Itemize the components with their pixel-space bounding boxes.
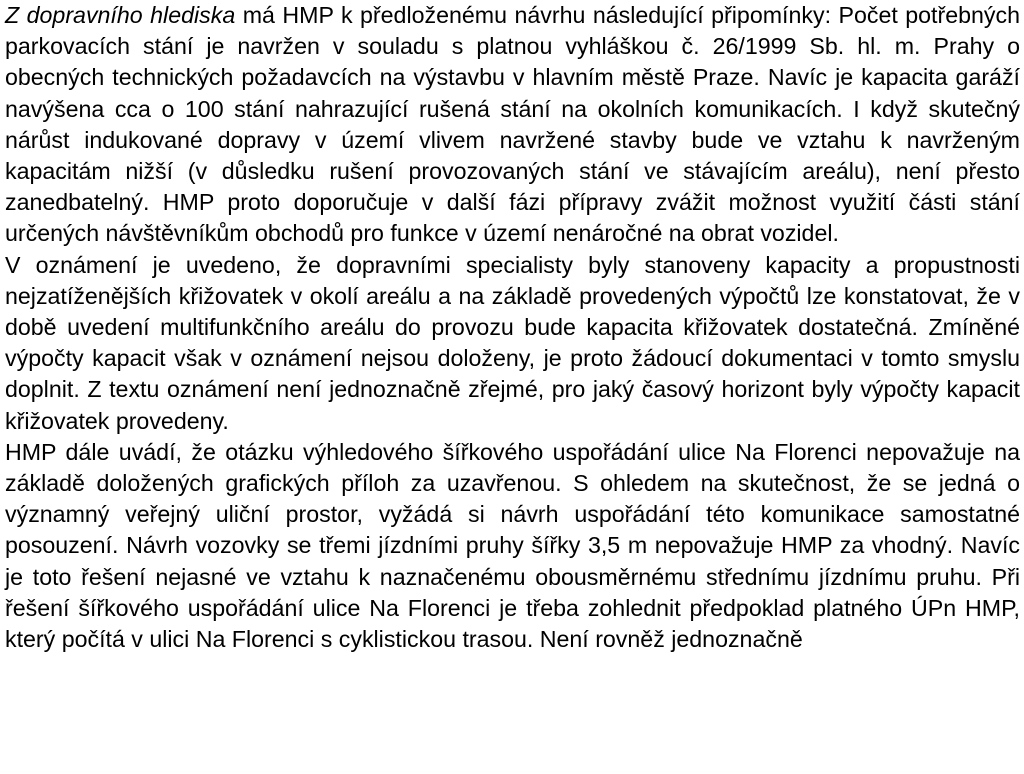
paragraph-intersection-capacity bbox=[5, 250, 1020, 437]
paragraph-na-florenci-street bbox=[5, 437, 1020, 655]
paragraph-lead-italic: Z dopravního hlediska bbox=[5, 2, 236, 28]
paragraph-text: má HMP k předloženému návrhu následující připomínky: Počet potřebných parkovacích stání je navržen v souladu s platnou vyhláškou č. 26/1999 Sb. hl. m. Prahy o obecných technických požadavcích na výstavbu v hlavním městě Praze. Navíc je kapacita garáží navýšena cca o 100 stání nahrazující rušená stání na okolních komunikacích. I když skutečný nárůst indukované dopravy v území vlivem navržené stavby bude ve vztahu k navrženým kapacitám nižší (v důsledku rušení provozovaných stání ve stávajícím areálu), není přesto zanedbatelný. HMP proto doporučuje v další fázi přípravy zvážit možnost využití části stání určených návštěvníkům obchodů pro funkce v území nenáročné na obrat vozidel. bbox=[5, 2, 1020, 247]
paragraph-text: HMP dále uvádí, že otázku výhledového šířkového uspořádání ulice Na Florenci nepovažuje na základě doložených grafických příloh za uzavřenou. S ohledem na skutečnost, že se jedná o významný veřejný uliční prostor, vyžádá si návrh uspořádání této komunikace samostatné posouzení. Návrh vozovky se třemi jízdními pruhy šířky 3,5 m nepovažuje HMP za vhodný. Navíc je toto řešení nejasné ve vztahu k naznačenému obousměrnému střednímu jízdnímu pruhu. Při řešení šířkového uspořádání ulice Na Florenci je třeba zohlednit předpoklad platného ÚPn HMP, který počítá v ulici Na Florenci s cyklistickou trasou. Není rovněž jednoznačně bbox=[5, 438, 1020, 653]
paragraph-text: V oznámení je uvedeno, že dopravními specialisty byly stanoveny kapacity a propustnosti nejzatíženějších křižovatek v okolí areálu a na základě provedených výpočtů lze konstatovat, že v době uvedení multifunkčního areálu do provozu bude kapacita křižovatek dostatečná. Zmíněné výpočty kapacit však v oznámení nejsou doloženy, je proto žádoucí dokumentaci v tomto smyslu doplnit. Z textu oznámení není jednoznačně zřejmé, pro jaký časový horizont byly výpočty kapacit křižovatek provedeny. bbox=[5, 251, 1020, 434]
document-page bbox=[5, 0, 1020, 655]
paragraph-traffic-remarks bbox=[5, 0, 1020, 250]
